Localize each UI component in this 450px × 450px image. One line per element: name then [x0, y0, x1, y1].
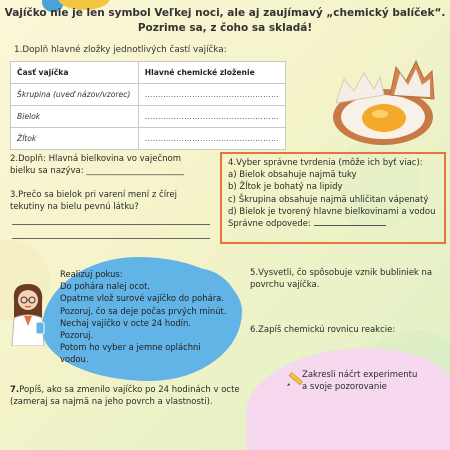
table-cell-part: Škrupina (uveď názov/vzorec): [11, 84, 139, 106]
question-5-line-1: 5.Vysvetli, čo spôsobuje vznik bubliniek na: [250, 268, 433, 278]
experiment-line: vodou.: [60, 354, 89, 365]
experiment-line: Realizuj pokus:: [60, 269, 123, 279]
sketch-line-2: a svoje pozorovanie: [302, 382, 387, 392]
table-row: [11, 106, 286, 128]
answer-row: [228, 218, 438, 230]
composition-table: [10, 61, 286, 150]
table-header-row: [11, 62, 286, 84]
question-2: [10, 153, 215, 177]
option-d[interactable]: d) Bielok je tvorený hlavne bielkovinami a vodou: [228, 206, 436, 217]
question-2-line-2: bielku sa nazýva: _______________________: [10, 166, 185, 176]
sketch-line-1: Zakresli náčrt experimentu: [302, 370, 418, 380]
question-7-line-1: Popíš, ako sa zmenilo vajíčko po 24 hodinách v octe: [19, 385, 240, 395]
question-4-heading: 4.Vyber správne tvrdenia (môže ich byť viac):: [228, 158, 423, 168]
cracked-egg-illustration: [330, 55, 436, 147]
experiment-line: Pozoruj.: [60, 330, 94, 341]
question-3: [10, 189, 215, 213]
question-4-box: [220, 152, 446, 244]
experiment-line: Pozoruj, čo sa deje počas prvých minút.: [60, 305, 227, 316]
question-6: 6.Zapíš chemickú rovnicu reakcie:: [250, 325, 396, 335]
table-header-composition: Hlavné chemické zloženie: [138, 62, 285, 84]
option-a[interactable]: a) Bielok obsahuje najmä tuky: [228, 170, 357, 181]
table-row: [11, 84, 286, 106]
question-1-label: 1.Doplň hlavné zložky jednotlivých častí vajíčka:: [14, 45, 227, 55]
answer-field[interactable]: ……………………………………………: [138, 106, 285, 128]
question-5-line-2: povrchu vajíčka.: [250, 280, 320, 290]
question-3-line-1: 3.Prečo sa bielok pri varení mení z čírej: [10, 190, 177, 200]
intro-line-2: Pozrime sa, z čoho sa skladá!: [137, 22, 313, 34]
question-7-line-2: (zameraj sa najmä na jeho povrch a vlastnosti).: [10, 397, 213, 408]
experiment-line: Potom ho vyber a jemne opláchni: [60, 342, 201, 353]
answer-field[interactable]: ……………………………………………: [138, 128, 285, 150]
question-2-line-1: 2.Doplň: Hlavná bielkovina vo vaječnom: [10, 154, 182, 164]
experiment-line: Opatrne vlož surové vajíčko do pohára.: [60, 293, 224, 304]
question-7: [10, 384, 250, 408]
intro-text: [0, 6, 450, 36]
answer-label: Správne odpovede:: [228, 219, 311, 230]
answer-line[interactable]: [314, 218, 386, 226]
experiment-line: Do pohára nalej ocot.: [60, 281, 151, 292]
table-row: [11, 128, 286, 150]
answer-field[interactable]: ……………………………………………: [138, 84, 285, 106]
question-3-line-2: tekutiny na bielu pevnú látku?: [10, 202, 139, 212]
question-5: [250, 267, 445, 291]
intro-line-1: Vajíčko nie je len symbol Veľkej noci, ale aj zaujímavý „chemický balíček“.: [4, 7, 446, 19]
experiment-line: Nechaj vajíčko v octe 24 hodín.: [60, 317, 191, 328]
table-cell-part: Bielok: [11, 106, 139, 128]
answer-line[interactable]: [12, 224, 210, 225]
sketch-area[interactable]: [246, 348, 450, 450]
table-header-part: Časť vajíčka: [11, 62, 139, 84]
answer-line[interactable]: [12, 238, 210, 239]
table-cell-part: Žĺtok: [11, 128, 139, 150]
scientist-illustration: [6, 280, 50, 346]
experiment-instructions: [60, 268, 235, 366]
option-c[interactable]: c) Škrupina obsahuje najmä uhličitan vápenatý: [228, 194, 429, 205]
option-b[interactable]: b) Žĺtok je bohatý na lipidy: [228, 182, 343, 193]
sketch-instructions: [302, 369, 442, 393]
question-7-number: 7.: [10, 385, 20, 395]
